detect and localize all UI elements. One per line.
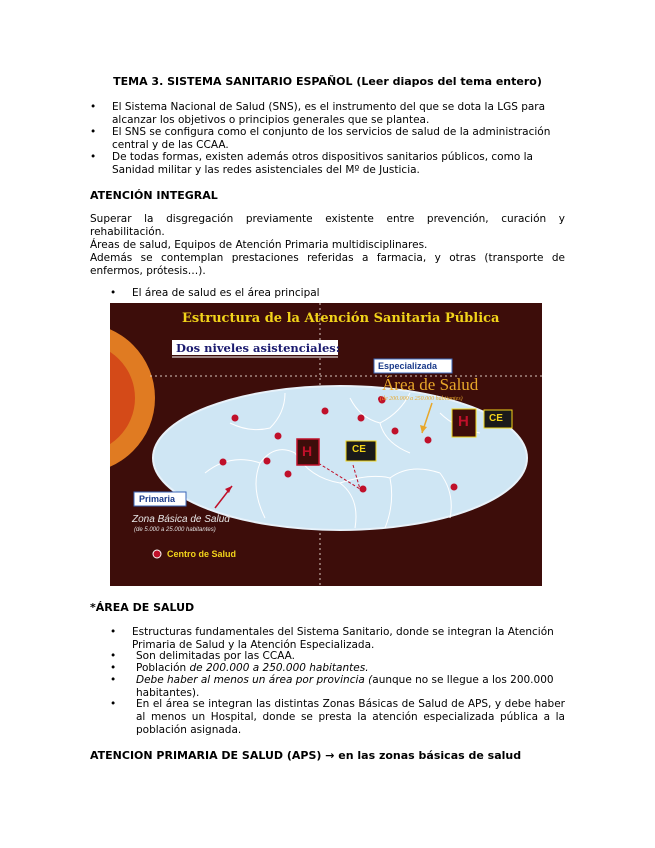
- section-heading: *ÁREA DE SALUD: [90, 601, 195, 614]
- bullet-text-italic: de 200.000 a 250.000 habitantes.: [189, 662, 369, 674]
- bullet-text: Son delimitadas por las CCAA.: [136, 650, 296, 662]
- list-item: [110, 287, 565, 301]
- paragraph: Además se contemplan prestaciones referidas a farmacia, y otras (transporte de enfermos, prótesis…).: [90, 252, 565, 277]
- paragraph: Superar la disgregación previamente existente entre prevención, curación y rehabilitación.: [90, 213, 565, 238]
- bullet-text: El área de salud es el área principal: [132, 287, 320, 299]
- bullet-icon: •: [110, 674, 117, 686]
- bullet-icon: •: [90, 151, 97, 163]
- section-heading: ATENCION PRIMARIA DE SALUD (APS) → en las zonas básicas de salud: [90, 749, 522, 762]
- list-item: [110, 674, 565, 700]
- bullet-icon: •: [110, 662, 117, 674]
- bullet-text: El Sistema Nacional de Salud (SNS), es el instrumento del que se dota la LGS para alcanzar los objetivos o principios generales que se plantea.: [112, 101, 546, 126]
- bullet-text: De todas formas, existen además otros dispositivos sanitarios públicos, como la Sanidad militar y las redes asistenciales del Mº de Justicia.: [112, 151, 533, 176]
- ce-label-legend: CE: [489, 413, 503, 424]
- bullet-icon: •: [110, 698, 117, 710]
- area-label: Área de Salud: [382, 375, 479, 394]
- bullet-icon: •: [110, 650, 117, 662]
- zona-range-label: (de 5.000 a 25.000 habitantes): [134, 527, 216, 533]
- area-range-label: (de 200.000 a 250.000 habitantes): [380, 396, 463, 402]
- page-title: TEMA 3. SISTEMA SANITARIO ESPAÑOL (Leer diapos del tema entero): [113, 75, 542, 88]
- health-structure-diagram: [110, 303, 542, 586]
- bullet-icon: •: [90, 126, 97, 138]
- bullet-icon: •: [110, 626, 117, 638]
- primaria-label: Primaria: [139, 494, 176, 504]
- list-item: [90, 101, 565, 127]
- hospital-label-legend: H: [458, 413, 469, 430]
- list-item: [110, 626, 565, 652]
- list-item: [110, 698, 565, 737]
- bullet-text: En el área se integran las distintas Zonas Básicas de Salud de APS, y debe haber al menos un Hospital, donde se presta la atención especializada pública a la población asignada.: [136, 698, 565, 736]
- centro-label: Centro de Salud: [167, 549, 237, 559]
- legend-dot: [153, 550, 161, 558]
- diagram-title: Estructura de la Atención Sanitaria Pública: [182, 311, 500, 326]
- section-heading: ATENCIÓN INTEGRAL: [90, 189, 218, 202]
- bullet-text: El SNS se configura como el conjunto de los servicios de salud de la administración central y de las CCAA.: [112, 126, 551, 151]
- bullet-text-italic: Debe haber al menos un área por provincia (: [136, 674, 373, 686]
- bullet-icon: •: [90, 101, 97, 113]
- paragraph: Áreas de salud, Equipos de Atención Primaria multidisciplinares.: [90, 239, 428, 251]
- zona-label: Zona Básica de Salud: [132, 514, 230, 525]
- diagram-subtitle: Dos niveles asistenciales:: [176, 341, 340, 355]
- area-ellipse: [153, 386, 527, 530]
- hospital-label: H: [302, 443, 313, 459]
- bullet-text-plain: aunque no se llegue a los 200.000 habitantes).: [136, 674, 554, 699]
- list-item: [90, 151, 565, 177]
- bullet-text: [136, 674, 565, 700]
- bullet-text-plain: Población: [136, 662, 190, 674]
- list-item: [90, 126, 565, 152]
- bullet-icon: •: [110, 287, 117, 299]
- especializada-label: Especializada: [378, 361, 438, 371]
- bullet-text: Estructuras fundamentales del Sistema Sanitario, donde se integran la Atención Primaria de Salud y la Atención Especializada.: [132, 626, 554, 651]
- ce-label: CE: [352, 444, 366, 455]
